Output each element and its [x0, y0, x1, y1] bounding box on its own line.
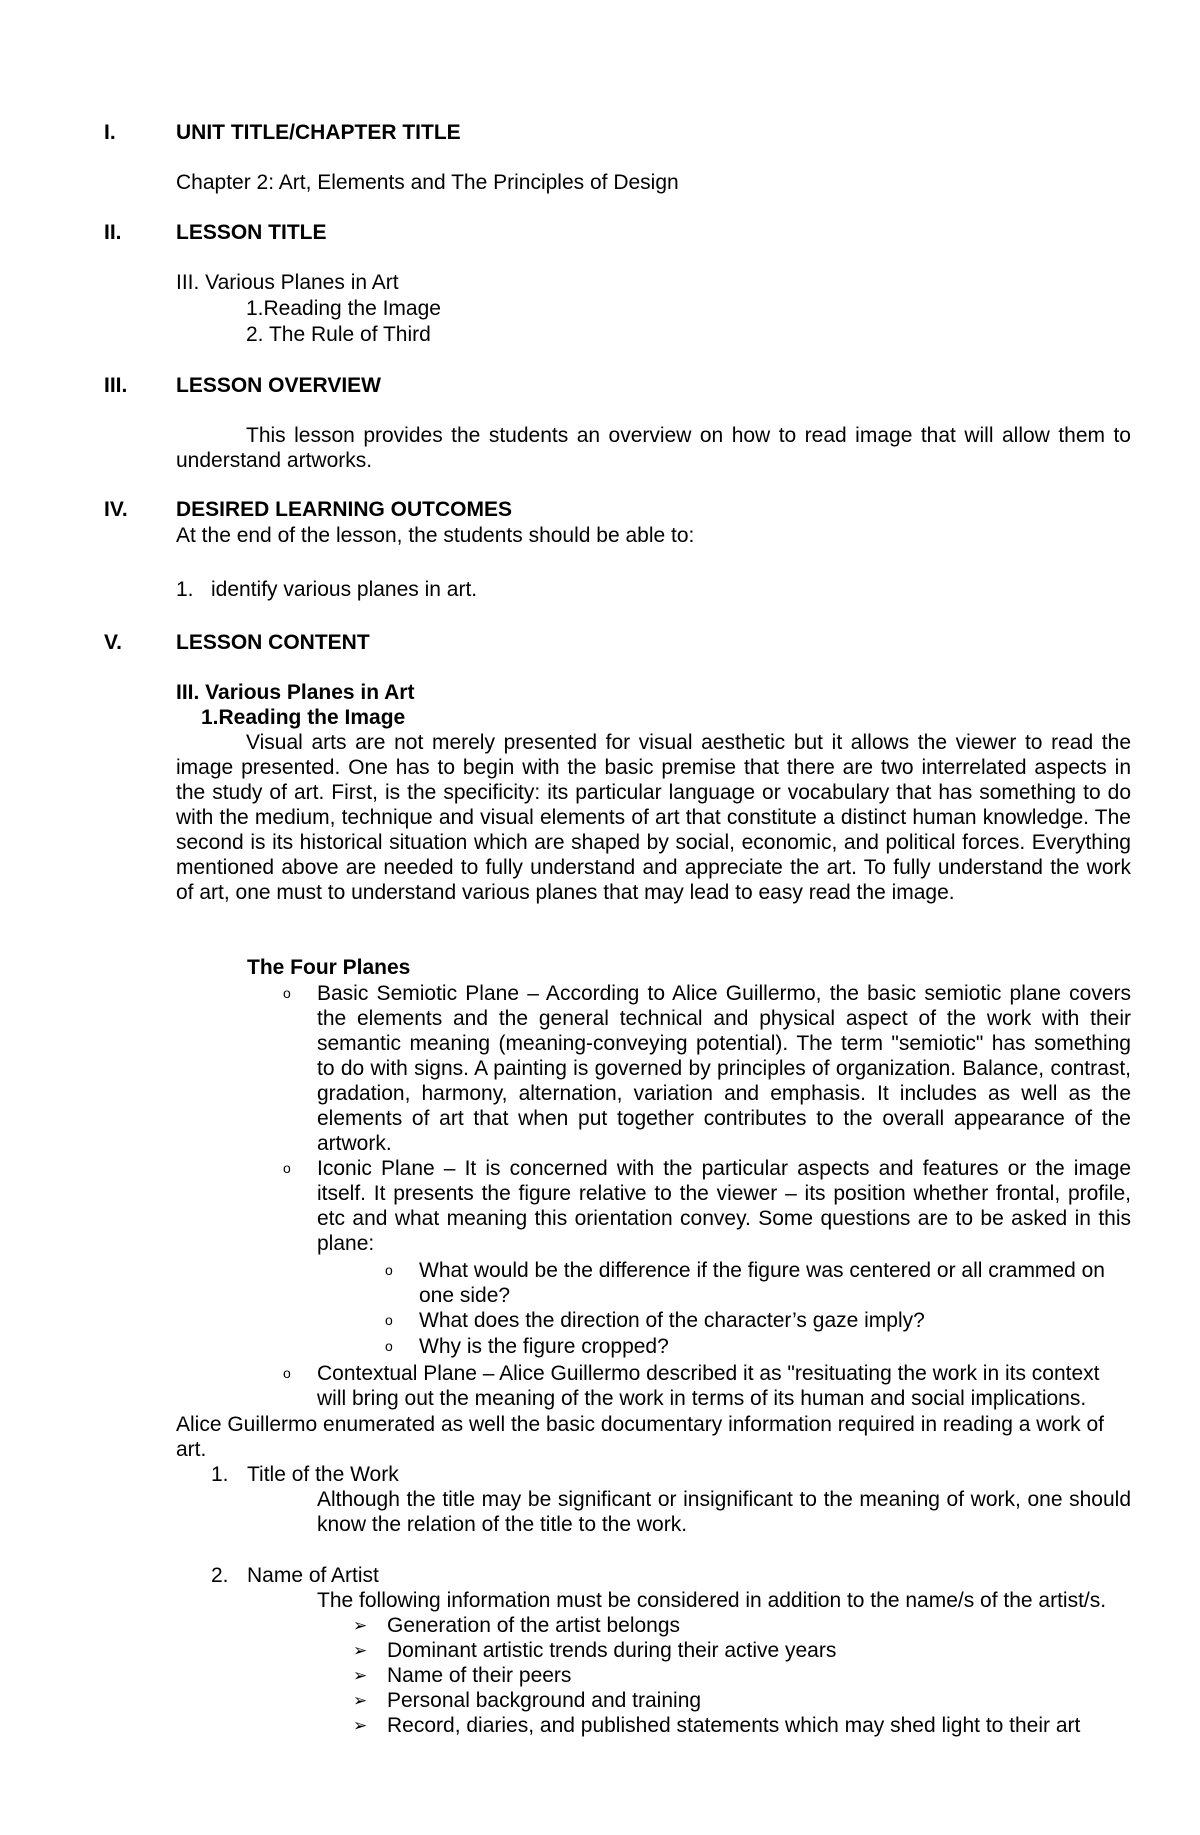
bullet-icon: o [385, 1312, 393, 1328]
bullet-icon: o [283, 1160, 291, 1176]
arrow-bullet-icon: ➢ [353, 1666, 368, 1685]
list-item-title: Title of the Work [247, 1463, 399, 1486]
arrow-bullet-icon: ➢ [353, 1641, 368, 1660]
list-item-title: Name of Artist [247, 1564, 379, 1587]
section-heading: LESSON TITLE [176, 221, 327, 244]
section-heading: DESIRED LEARNING OUTCOMES [176, 498, 513, 521]
content-subheading: 1.Reading the Image [201, 706, 406, 729]
outcome-number: 1. [176, 578, 194, 601]
iconic-question: Why is the figure cropped? [419, 1335, 669, 1358]
section-heading: LESSON CONTENT [176, 631, 370, 654]
arrow-bullet-icon: ➢ [353, 1616, 368, 1635]
section-numeral: III. [104, 374, 128, 397]
artist-info-item: Record, diaries, and published statements which may shed light to their art [387, 1714, 1081, 1737]
arrow-bullet-icon: ➢ [353, 1716, 368, 1735]
artist-info-item: Dominant artistic trends during their active years [387, 1639, 837, 1662]
section-heading: LESSON OVERVIEW [176, 374, 381, 397]
bullet-icon: o [385, 1338, 393, 1354]
iconic-question: What does the direction of the character’s gaze imply? [419, 1309, 925, 1332]
section-numeral: IV. [104, 498, 128, 521]
list-item-text: The following information must be considered in addition to the name/s of the artist/s. [317, 1589, 1107, 1612]
section-numeral: II. [104, 221, 122, 244]
outcomes-intro: At the end of the lesson, the students should be able to: [176, 524, 695, 547]
bullet-icon: o [385, 1262, 393, 1278]
reading-image-paragraph: Visual arts are not merely presented for visual aesthetic but it allows the viewer to read the image presented. One has to begin with the basic premise that there are two interrelated aspects in the study of art. First, is the specificity: its particular language or vocabulary that has something to do with the medium, technique and visual elements of art that constitute a distinct human knowledge. The second is its historical situation which are shaped by social, economic, and political forces. Everything mentioned above are needed to fully understand and appreciate the art. To fully understand the work of art, one must to understand various planes that may lead to easy read the image. [176, 731, 1131, 904]
lesson-title-line: III. Various Planes in Art [176, 271, 399, 294]
four-planes-heading: The Four Planes [247, 956, 411, 979]
artist-info-item: Personal background and training [387, 1689, 702, 1712]
plane-contextual: Contextual Plane – Alice Guillermo described it as "resituating the work in its context will bring out the meaning of the work in terms of its human and social implications. [317, 1362, 1100, 1410]
list-item-text: Although the title may be significant or insignificant to the meaning of work, one should know the relation of the title to the work. [317, 1488, 1131, 1536]
plane-iconic: Iconic Plane – It is concerned with the particular aspects and features or the image itself. It presents the figure relative to the viewer – its position whether frontal, profile, etc and what meaning this orientation convey. Some questions are to be asked in this plane: [317, 1157, 1131, 1255]
arrow-bullet-icon: ➢ [353, 1691, 368, 1710]
iconic-question: What would be the difference if the figure was centered or all crammed on one side? [419, 1259, 1105, 1307]
section-numeral: I. [104, 121, 116, 144]
lesson-title-line: 1.Reading the Image [246, 297, 441, 320]
bullet-icon: o [283, 985, 291, 1001]
plane-basic-semiotic: Basic Semiotic Plane – According to Alice Guillermo, the basic semiotic plane covers the elements and the general technical and physical aspect of the work with their semantic meaning (meaning-conveying potential). The term "semiotic" has something to do with signs. A painting is governed by principles of organization. Balance, contrast, gradation, harmony, alternation, variation and emphasis. It includes as well as the elements of art that when put together contributes to the overall appearance of the artwork. [317, 982, 1131, 1155]
section-heading: UNIT TITLE/CHAPTER TITLE [176, 121, 461, 144]
lesson-title-line: 2. The Rule of Third [246, 323, 431, 346]
documentary-info-intro: Alice Guillermo enumerated as well the basic documentary information required in reading a work of art. [176, 1413, 1104, 1461]
section-numeral: V. [104, 631, 122, 654]
bullet-icon: o [283, 1365, 291, 1381]
artist-info-item: Name of their peers [387, 1664, 572, 1687]
artist-info-item: Generation of the artist belongs [387, 1614, 681, 1637]
outcome-item: identify various planes in art. [211, 578, 478, 601]
list-number: 2. [211, 1564, 229, 1587]
overview-paragraph: This lesson provides the students an overview on how to read image that will allow them to understand artworks. [176, 424, 1131, 472]
chapter-title: Chapter 2: Art, Elements and The Principles of Design [176, 171, 679, 194]
list-number: 1. [211, 1463, 229, 1486]
content-subheading: III. Various Planes in Art [176, 681, 415, 704]
